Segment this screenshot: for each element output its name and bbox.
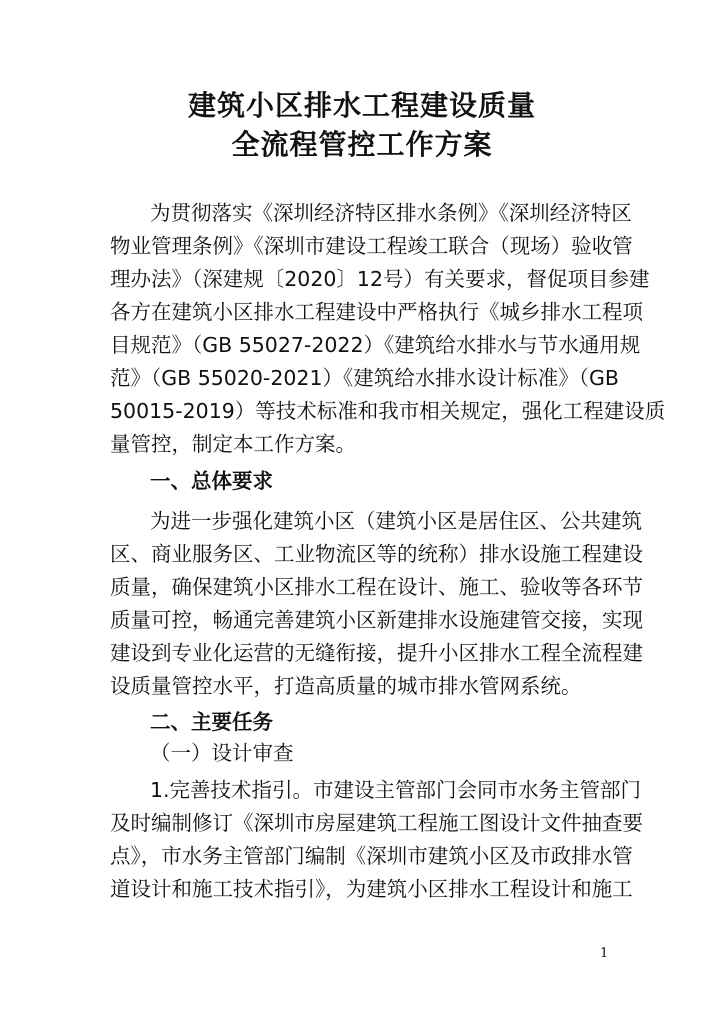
section-2-line-4: 道设计和施工技术指引》，为建筑小区排水工程设计和施工 bbox=[110, 877, 633, 901]
document-title-line-2: 全流程管控工作方案 bbox=[231, 128, 493, 161]
section-2-subheading: （一）设计审查 bbox=[150, 741, 294, 765]
intro-line-8: 量管控，制定本工作方案。 bbox=[110, 432, 356, 456]
section-2-heading: 二、主要任务 bbox=[150, 710, 273, 734]
section-1-line-4: 质量可控，畅通完善建筑小区新建排水设施建管交接，实现 bbox=[110, 608, 643, 632]
intro-line-2: 物业管理条例》《深圳市建设工程竣工联合（现场）验收管 bbox=[110, 234, 633, 258]
section-2-line-3: 点》，市水务主管部门编制《深圳市建筑小区及市政排水管 bbox=[110, 844, 633, 868]
intro-line-1: 为贯彻落实《深圳经济特区排水条例》《深圳经济特区 bbox=[150, 201, 632, 225]
section-2-line-2: 及时编制修订《深圳市房屋建筑工程施工图设计文件抽查要 bbox=[110, 811, 643, 835]
document-title-line-1: 建筑小区排水工程建设质量 bbox=[187, 89, 536, 122]
section-1-line-6: 设质量管控水平，打造高质量的城市排水管网系统。 bbox=[110, 674, 582, 698]
section-1-heading: 一、总体要求 bbox=[150, 469, 273, 493]
section-1-line-3: 质量，确保建筑小区排水工程在设计、施工、验收等各环节 bbox=[110, 575, 643, 599]
section-2-line-1: 1.完善技术指引。市建设主管部门会同市水务主管部门 bbox=[150, 778, 642, 802]
intro-line-5: 目规范》（GB 55027-2022）《建筑给水排水与节水通用规 bbox=[110, 333, 641, 357]
section-1-line-1: 为进一步强化建筑小区（建筑小区是居住区、公共建筑 bbox=[150, 509, 642, 533]
intro-line-4: 各方在建筑小区排水工程建设中严格执行《城乡排水工程项 bbox=[110, 300, 643, 324]
section-1-line-5: 建设到专业化运营的无缝衔接，提升小区排水工程全流程建 bbox=[110, 641, 643, 665]
page-number: 1 bbox=[600, 946, 609, 961]
intro-line-3: 理办法》（深建规〔2020〕12号）有关要求，督促项目参建 bbox=[110, 267, 650, 291]
intro-line-7: 50015-2019）等技术标准和我市相关规定，强化工程建设质 bbox=[110, 399, 666, 423]
section-1-line-2: 区、商业服务区、工业物流区等的统称）排水设施工程建设 bbox=[110, 542, 643, 566]
intro-line-6: 范》（GB 55020-2021）《建筑给水排水设计标准》（GB bbox=[110, 366, 619, 390]
